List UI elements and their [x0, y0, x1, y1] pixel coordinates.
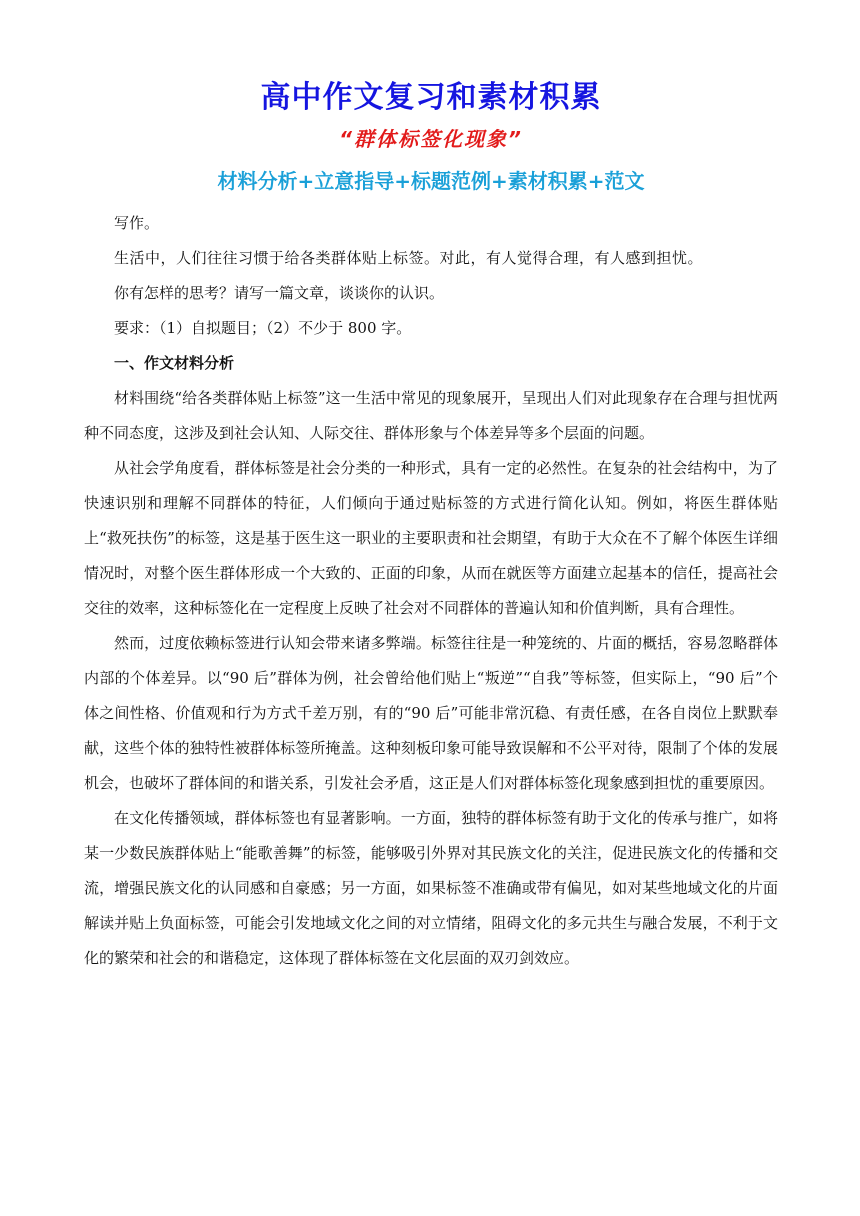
- prompt-requirements: 要求：（1）自拟题目；（2）不少于 800 字。: [114, 319, 412, 337]
- document-tagline: 材料分析+立意指导+标题范例+素材积累+范文: [217, 169, 645, 193]
- body-paragraph: 然而，过度依赖标签进行认知会带来诸多弊端。标签往往是一种笼统的、片面的概括，容易忽略群体内部的个体差异。以“90 后”群体为例，社会曾给他们贴上“叛逆”“自我”等标签，但实际上，“90 后”个体之间性格、价值观和行为方式千差万别，有的“90 后”可能非常沉稳、有责任感，在各自岗位上默默奉献，这些个体的独特性被群体标签所掩盖。这种刻板印象可能导致误解和不公平对待，限制了个体的发展机会，也破坏了群体间的和谐关系，引发社会矛盾，这正是人们对群体标签化现象感到担忧的重要原因。: [84, 634, 778, 792]
- document-subtitle: “群体标签化现象”: [339, 127, 523, 151]
- document-page: [84, 78, 778, 976]
- prompt-intro: 写作。: [114, 214, 160, 232]
- body-paragraph: 在文化传播领域，群体标签也有显著影响。一方面，独特的群体标签有助于文化的传承与推广，如将某一少数民族群体贴上“能歌善舞”的标签，能够吸引外界对其民族文化的关注，促进民族文化的传播和交流，增强民族文化的认同感和自豪感；另一方面，如果标签不准确或带有偏见，如对某些地域文化的片面解读并贴上负面标签，可能会引发地域文化之间的对立情绪，阻碍文化的多元共生与融合发展，不利于文化的繁荣和社会的和谐稳定，这体现了群体标签在文化层面的双刃剑效应。: [84, 809, 778, 967]
- prompt-material: 生活中，人们往往习惯于给各类群体贴上标签。对此，有人觉得合理，有人感到担忧。: [114, 249, 704, 267]
- document-title: 高中作文复习和素材积累: [260, 80, 602, 115]
- body-paragraph: 从社会学角度看，群体标签是社会分类的一种形式，具有一定的必然性。在复杂的社会结构中，为了快速识别和理解不同群体的特征，人们倾向于通过贴标签的方式进行简化认知。例如，将医生群体贴上“救死扶伤”的标签，这是基于医生这一职业的主要职责和社会期望，有助于大众在不了解个体医生详细情况时，对整个医生群体形成一个大致的、正面的印象，从而在就医等方面建立起基本的信任，提高社会交往的效率，这种标签化在一定程度上反映了社会对不同群体的普遍认知和价值判断，具有合理性。: [84, 459, 778, 617]
- section-heading: 一、作文材料分析: [114, 354, 235, 372]
- body-paragraph: 材料围绕“给各类群体贴上标签”这一生活中常见的现象展开，呈现出人们对此现象存在合理与担忧两种不同态度，这涉及到社会认知、人际交往、群体形象与个体差异等多个层面的问题。: [84, 389, 778, 442]
- prompt-question: 你有怎样的思考？请写一篇文章，谈谈你的认识。: [114, 284, 445, 302]
